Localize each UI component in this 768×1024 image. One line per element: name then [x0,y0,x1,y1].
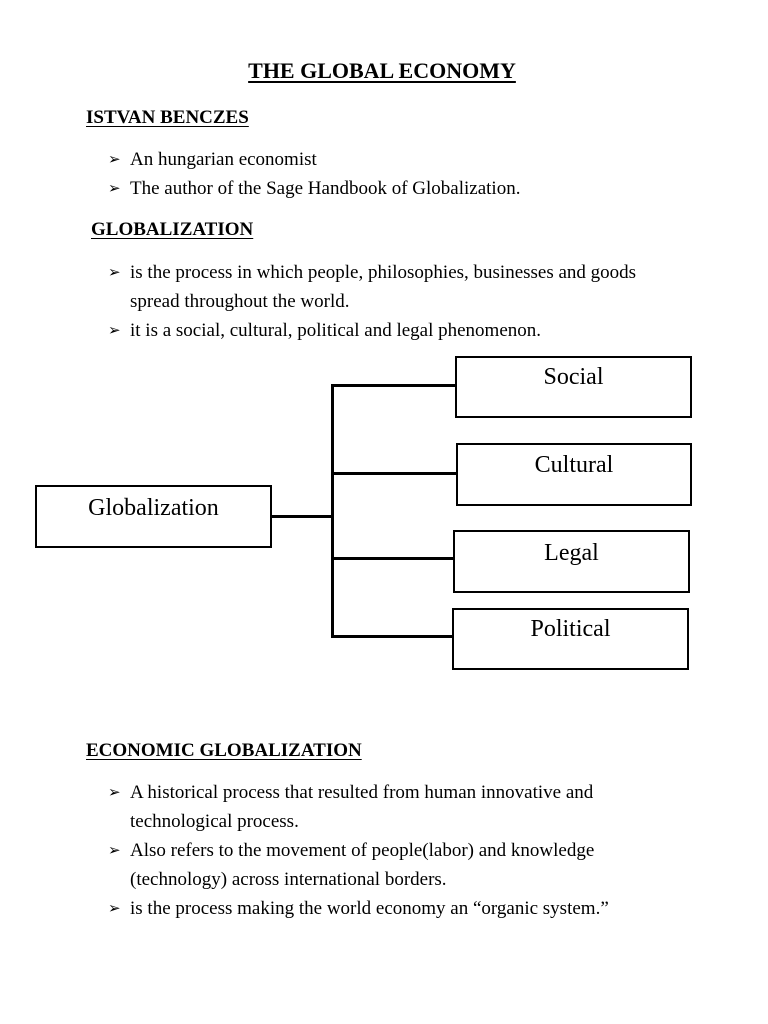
list-item: ➢ The author of the Sage Handbook of Globalization. [108,174,668,203]
arrow-bullet-icon: ➢ [108,841,121,859]
connector-cultural [331,472,457,475]
istvan-benczes-list [108,145,668,203]
page-title: THE GLOBAL ECONOMY [248,58,516,83]
connector-root [272,515,333,518]
list-item: ➢ it is a social, cultural, political and legal phenomenon. [108,316,668,345]
list-item: ➢ A historical process that resulted from human innovative and technological process. [108,778,668,836]
diagram-node-globalization: Globalization [35,485,272,548]
list-item: ➢ An hungarian economist [108,145,668,174]
list-item: ➢ is the process in which people, philosophies, businesses and goods spread throughout the world. [108,258,668,316]
connector-legal [331,557,454,560]
connector-trunk [331,384,334,638]
connector-political [331,635,454,638]
economic-globalization-list [108,778,668,923]
diagram-node-legal: Legal [453,530,690,593]
arrow-bullet-icon: ➢ [108,899,121,917]
arrow-bullet-icon: ➢ [108,783,121,801]
arrow-bullet-icon: ➢ [108,263,121,281]
globalization-list [108,258,668,345]
diagram-node-social: Social [455,356,692,418]
diagram-node-cultural: Cultural [456,443,692,506]
section-heading-economic-globalization: ECONOMIC GLOBALIZATION [86,740,362,761]
section-heading-globalization: GLOBALIZATION [91,219,254,240]
list-item: ➢ is the process making the world economy an “organic system.” [108,894,668,923]
list-item: ➢ Also refers to the movement of people(labor) and knowledge (technology) across international borders. [108,836,668,894]
arrow-bullet-icon: ➢ [108,179,121,197]
diagram-node-political: Political [452,608,689,670]
connector-social [331,384,457,387]
section-heading-istvan-benczes: ISTVAN BENCZES [86,107,249,128]
arrow-bullet-icon: ➢ [108,321,121,339]
arrow-bullet-icon: ➢ [108,150,121,168]
